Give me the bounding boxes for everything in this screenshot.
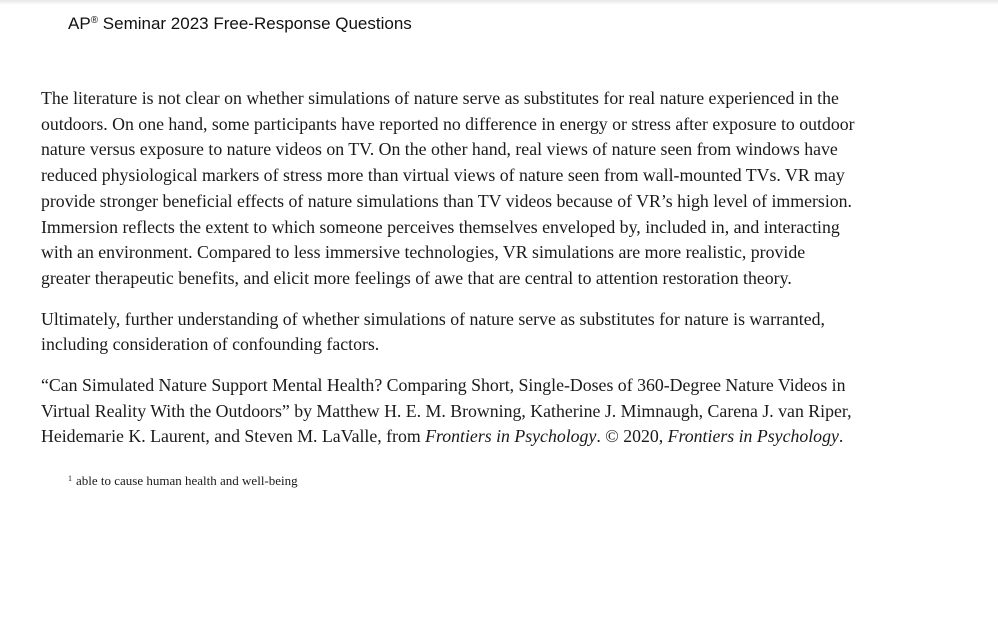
paragraph-line: reduced physiological markers of stress more than virtual views of nature seen from wall-mounted TVs. VR may [41,165,845,186]
paragraph-line: provide stronger beneficial effects of nature simulations than TV videos because of VR’s high level of immersion. [41,190,852,211]
journal-name: Frontiers in Psychology [425,426,597,447]
citation-authors: Heidemarie K. Laurent, and Steven M. LaValle, from [41,426,426,447]
header-title: Seminar 2023 Free-Response Questions [98,14,412,33]
paragraph-line: with an environment. Compared to less immersive technologies, VR simulations are more realistic, provide [41,242,806,263]
paragraph-line: greater therapeutic benefits, and elicit more feelings of awe that are central to attention restoration theory. [41,267,792,288]
header-prefix: AP [68,14,91,33]
passage-body [41,86,951,465]
paragraph-line: outdoors. On one hand, some participants have reported no difference in energy or stress after exposure to outdoor [41,113,855,134]
citation-line [41,424,951,450]
paragraph-line: nature versus exposure to nature videos on TV. On the other hand, real views of nature seen from windows have [41,139,838,160]
page-top-edge [0,0,998,5]
citation-period: . [838,426,844,447]
source-citation [41,373,951,450]
citation-line: “Can Simulated Nature Support Mental Health? Comparing Short, Single-Doses of 360-Degree Nature Videos in [41,375,846,396]
paragraph-literature [41,86,951,292]
journal-name-copyright: Frontiers in Psychology [667,426,839,447]
paragraph-line: Immersion reflects the extent to which someone perceives themselves enveloped by, included in, and interacting [41,216,840,237]
registered-mark: ® [90,15,99,26]
footnote-text: able to cause human health and well-being [76,473,298,488]
page-header [68,14,412,34]
paragraph-line: including consideration of confounding factors. [41,334,380,355]
paragraph-line: The literature is not clear on whether simulations of nature serve as substitutes for real nature experienced in the [41,88,839,108]
paragraph-line: Ultimately, further understanding of whether simulations of nature serve as substitutes for nature is warranted, [41,308,825,329]
footnote-marker: 1 [68,474,72,483]
copyright-notice: . © 2020, [596,426,668,447]
citation-line: Virtual Reality With the Outdoors” by Matthew H. E. M. Browning, Katherine J. Mimnaugh, Carena J. van Riper, [41,400,852,421]
footnote [68,473,298,489]
paragraph-conclusion [41,307,951,358]
